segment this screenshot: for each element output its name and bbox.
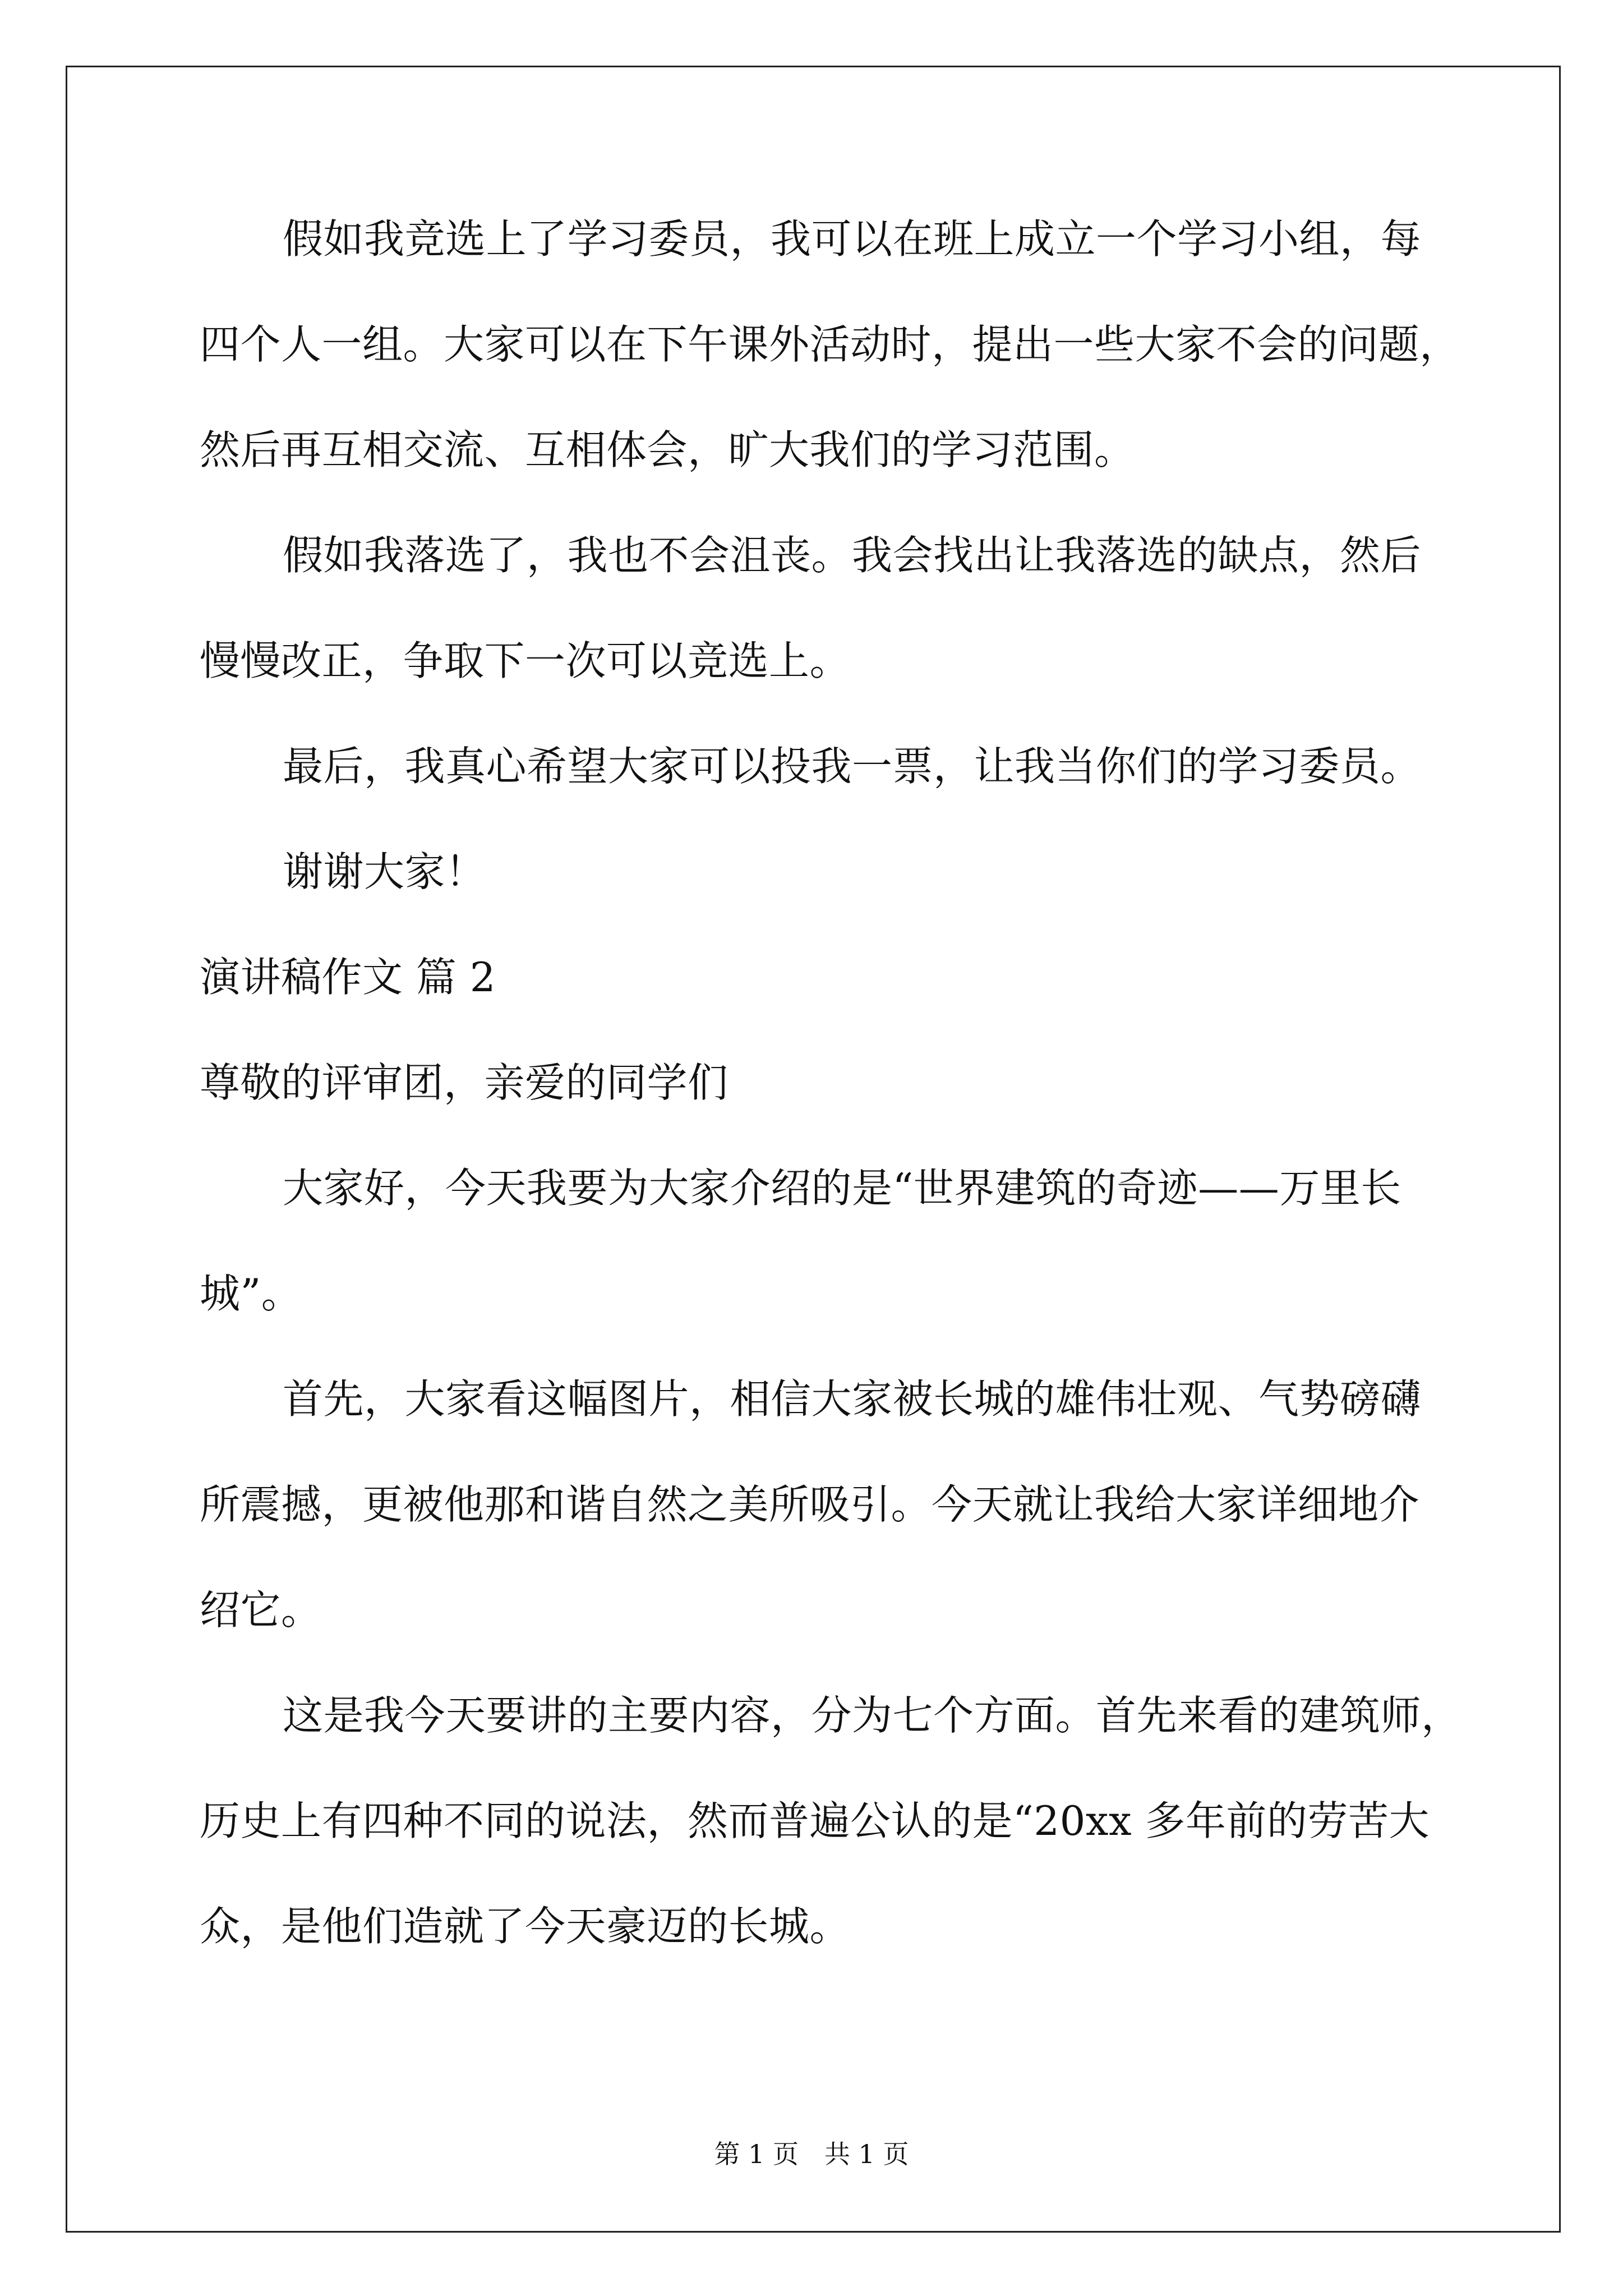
- paragraph-line: 城”。: [200, 1270, 302, 1317]
- paragraph-line: 慢慢改正，争取下一次可以竞选上。: [200, 637, 851, 684]
- paragraph-line: 最后，我真心希望大家可以投我一票，让我当你们的学习委员。: [283, 743, 1422, 790]
- paragraph-line: 谢谢大家！: [283, 848, 486, 895]
- paragraph-line: 假如我竞选上了学习委员，我可以在班上成立一个学习小组，每: [283, 215, 1422, 263]
- paragraph-line: 众，是他们造就了今天豪迈的长城。: [200, 1903, 851, 1950]
- paragraph-line: 绍它。: [200, 1586, 322, 1634]
- paragraph-line: 历史上有四种不同的说法，然而普遍公认的是“20xx 多年前的劳苦大: [200, 1797, 1430, 1844]
- salutation: 尊敬的评审团，亲爱的同学们: [200, 1059, 728, 1106]
- page-number-footer: 第 1 页 共 1 页: [714, 2139, 909, 2169]
- paragraph-line: 然后再互相交流、互相体会，旷大我们的学习范围。: [200, 426, 1135, 473]
- paragraph-line: 所震撼，更被他那和谐自然之美所吸引。今天就让我给大家详细地介: [200, 1481, 1420, 1528]
- paragraph-line: 大家好，今天我要为大家介绍的是“世界建筑的奇迹——万里长: [283, 1165, 1401, 1212]
- paragraph-line: 四个人一组。大家可以在下午课外活动时，提出一些大家不会的问题，: [200, 321, 1460, 368]
- paragraph-line: 假如我落选了，我也不会沮丧。我会找出让我落选的缺点，然后: [283, 532, 1422, 579]
- paragraph-line: 这是我今天要讲的主要内容，分为七个方面。首先来看的建筑师，: [283, 1692, 1462, 1739]
- document-body: [200, 213, 1462, 2006]
- paragraph-line: 首先，大家看这幅图片，相信大家被长城的雄伟壮观、气势磅礴: [283, 1375, 1422, 1423]
- section-heading: 演讲稿作文 篇 2: [200, 954, 496, 1001]
